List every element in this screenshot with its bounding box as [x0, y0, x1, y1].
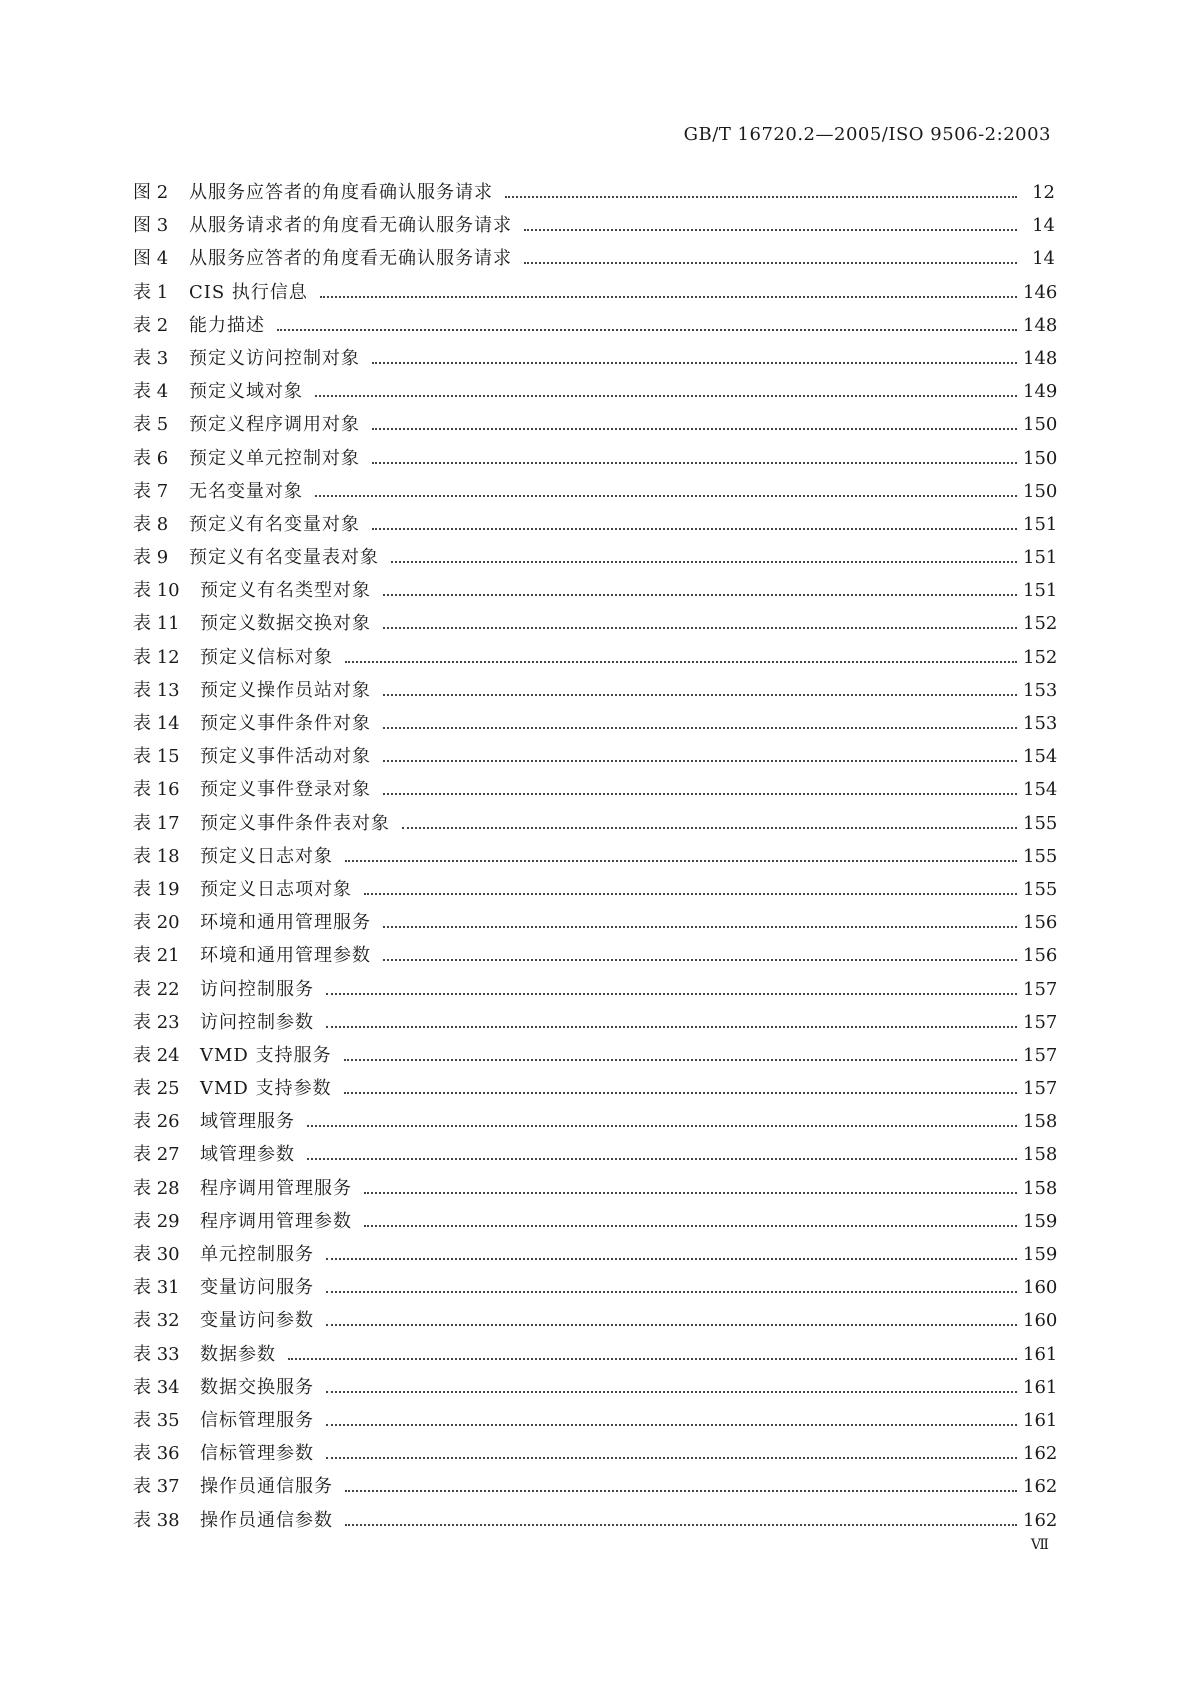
dot-leader — [364, 1225, 1017, 1227]
toc-entry-title: 环境和通用管理服务 — [200, 912, 371, 934]
toc-entry-page: 148 — [1023, 314, 1058, 336]
toc-entry[interactable] — [133, 1008, 1058, 1041]
toc-entry-title: 数据交换服务 — [200, 1376, 314, 1398]
dot-leader — [524, 262, 1017, 264]
toc-entry[interactable] — [133, 344, 1058, 377]
toc-entry-title: 预定义事件登录对象 — [200, 779, 371, 801]
toc-entry-page: 152 — [1023, 646, 1058, 668]
toc-entry-label: 表 18 — [133, 845, 180, 867]
toc-entry[interactable] — [133, 244, 1055, 277]
toc-entry[interactable] — [133, 1406, 1058, 1439]
toc-entry[interactable] — [133, 211, 1055, 244]
dot-leader — [383, 793, 1017, 795]
toc-entry[interactable] — [133, 1107, 1058, 1140]
toc-entry-page: 151 — [1023, 513, 1058, 535]
dot-leader — [320, 296, 1017, 298]
toc-entry[interactable] — [133, 1306, 1058, 1339]
dot-leader — [345, 860, 1017, 862]
toc-entry[interactable] — [133, 311, 1058, 344]
toc-entry-title: 预定义访问控制对象 — [189, 347, 360, 369]
toc-entry-page: 162 — [1023, 1443, 1058, 1465]
toc-entry-title: 预定义有名类型对象 — [200, 580, 371, 602]
toc-entry[interactable] — [133, 543, 1058, 576]
toc-entry-label: 表 12 — [133, 646, 180, 668]
toc-entry-page: 157 — [1023, 1044, 1058, 1066]
dot-leader — [391, 561, 1017, 563]
toc-entry-label: 表 32 — [133, 1310, 180, 1332]
dot-leader — [288, 1358, 1017, 1360]
toc-entry-title: 信标管理服务 — [200, 1409, 314, 1431]
toc-entry-page: 162 — [1023, 1476, 1058, 1498]
toc-entry-title: 预定义有名变量表对象 — [189, 547, 379, 569]
toc-entry-page: 153 — [1023, 713, 1058, 734]
dot-leader — [383, 760, 1017, 762]
toc-entry[interactable] — [133, 609, 1058, 642]
toc-entry-title: 预定义信标对象 — [200, 646, 333, 668]
toc-entry-title: 预定义事件条件对象 — [200, 713, 371, 734]
toc-entry-title: 预定义单元控制对象 — [189, 447, 360, 469]
toc-entry-label: 表 2 — [133, 314, 169, 336]
toc-entry-title: 预定义数据交换对象 — [200, 613, 371, 635]
toc-entry-title: VMD 支持服务 — [200, 1044, 332, 1066]
toc-entry[interactable] — [133, 1506, 1058, 1539]
toc-entry-title: 访问控制参数 — [200, 1011, 314, 1033]
dot-leader — [372, 362, 1017, 364]
toc-entry-label: 表 35 — [133, 1409, 180, 1431]
toc-entry-page: 151 — [1023, 547, 1058, 569]
dot-leader — [364, 893, 1017, 895]
toc-entry[interactable] — [133, 941, 1058, 974]
toc-entry-page: 155 — [1023, 845, 1058, 867]
toc-entry-label: 表 25 — [133, 1078, 180, 1100]
toc-entry-title: 预定义事件活动对象 — [200, 746, 371, 768]
dot-leader — [326, 1457, 1017, 1459]
dot-leader — [383, 627, 1017, 629]
dot-leader — [505, 196, 1017, 198]
toc-entry[interactable] — [133, 1240, 1058, 1273]
toc-entry-page: 152 — [1023, 613, 1058, 635]
toc-entry-label: 表 5 — [133, 414, 169, 436]
toc-entry-page: 149 — [1023, 381, 1058, 403]
toc-entry-page: 160 — [1023, 1277, 1058, 1299]
toc-entry[interactable] — [133, 742, 1058, 775]
toc-entry[interactable] — [133, 278, 1058, 311]
toc-entry-label: 表 11 — [133, 613, 180, 635]
toc-entry-label: 表 31 — [133, 1277, 180, 1299]
dot-leader — [326, 1324, 1017, 1326]
dot-leader — [326, 1391, 1017, 1393]
toc-entry-label: 表 10 — [133, 580, 180, 602]
toc-entry-page: 162 — [1023, 1509, 1058, 1531]
dot-leader — [364, 1192, 1017, 1194]
toc-entry-title: 从服务请求者的角度看无确认服务请求 — [189, 215, 512, 237]
toc-entry-title: 信标管理参数 — [200, 1443, 314, 1465]
toc-entry-title: 变量访问参数 — [200, 1310, 314, 1332]
toc-entry[interactable] — [133, 477, 1058, 510]
dot-leader — [326, 1258, 1017, 1260]
toc-entry-label: 表 17 — [133, 812, 180, 834]
toc-entry[interactable] — [133, 975, 1058, 1008]
toc-entry-label: 图 2 — [133, 182, 169, 203]
toc-entry-label: 表 13 — [133, 679, 180, 701]
toc-entry-page: 150 — [1023, 414, 1058, 436]
toc-entry-page: 154 — [1023, 746, 1058, 768]
page-header-standard-number: GB/T 16720.2—2005/ISO 9506-2:2003 — [683, 124, 1051, 145]
toc-entry-page: 151 — [1023, 580, 1058, 602]
toc-entry-page: 150 — [1023, 480, 1058, 502]
toc-entry-page: 150 — [1023, 447, 1058, 469]
dot-leader — [315, 395, 1017, 397]
dot-leader — [402, 827, 1017, 829]
toc-entry-label: 表 28 — [133, 1177, 180, 1199]
toc-entry-title: 域管理服务 — [200, 1111, 295, 1133]
toc-entry-label: 表 9 — [133, 547, 169, 569]
toc-entry[interactable] — [133, 377, 1058, 410]
toc-entry-label: 表 4 — [133, 381, 169, 403]
toc-entry[interactable] — [133, 576, 1058, 609]
toc-entry-page: 156 — [1023, 912, 1058, 934]
toc-entry[interactable] — [133, 410, 1058, 443]
toc-entry-label: 表 27 — [133, 1144, 180, 1166]
dot-leader — [372, 462, 1017, 464]
toc-entry-title: 数据参数 — [200, 1343, 276, 1365]
toc-entry-page: 160 — [1023, 1310, 1058, 1332]
dot-leader — [372, 428, 1017, 430]
dot-leader — [326, 993, 1017, 995]
toc-entry-label: 表 19 — [133, 878, 180, 900]
toc-entry-title: 变量访问服务 — [200, 1277, 314, 1299]
toc-entry-page: 158 — [1023, 1111, 1058, 1133]
dot-leader — [383, 694, 1017, 696]
toc-entry-title: 操作员通信参数 — [200, 1509, 333, 1531]
toc-entry[interactable] — [133, 1340, 1058, 1373]
toc-entry-label: 表 20 — [133, 912, 180, 934]
toc-entry-page: 12 — [1032, 182, 1055, 203]
toc-entry-label: 表 1 — [133, 281, 169, 303]
dot-leader — [383, 959, 1017, 961]
toc-entry-label: 表 21 — [133, 945, 180, 967]
toc-entry-label: 表 7 — [133, 480, 169, 502]
dot-leader — [372, 528, 1017, 530]
toc-entry-label: 表 15 — [133, 746, 180, 768]
toc-entry-label: 表 3 — [133, 347, 169, 369]
toc-entry[interactable] — [133, 809, 1058, 842]
toc-entry-label: 表 8 — [133, 513, 169, 535]
toc-entry[interactable] — [133, 1439, 1058, 1472]
toc-entry-page: 161 — [1023, 1409, 1058, 1431]
toc-entry-label: 表 16 — [133, 779, 180, 801]
dot-leader — [344, 1059, 1017, 1061]
toc-entry-title: 能力描述 — [189, 314, 265, 336]
toc-entry-page: 159 — [1023, 1244, 1058, 1265]
toc-entry-page: 153 — [1023, 679, 1058, 701]
toc-entry[interactable] — [133, 775, 1058, 808]
toc-entry[interactable] — [133, 1140, 1058, 1173]
toc-entry-page: 157 — [1023, 978, 1058, 1000]
toc-entry[interactable] — [133, 178, 1055, 211]
toc-entry-page: 155 — [1023, 878, 1058, 900]
toc-entry-label: 表 38 — [133, 1509, 180, 1531]
toc-entry-title: 程序调用管理参数 — [200, 1210, 352, 1232]
dot-leader — [383, 594, 1017, 596]
toc-entry-page: 161 — [1023, 1376, 1058, 1398]
toc-entry-title: 程序调用管理服务 — [200, 1177, 352, 1199]
dot-leader — [326, 1291, 1017, 1293]
toc-entry-title: 预定义域对象 — [189, 381, 303, 403]
toc-entry-label: 表 6 — [133, 447, 169, 469]
toc-entry-label: 表 36 — [133, 1443, 180, 1465]
toc-entry[interactable] — [133, 444, 1058, 477]
toc-entry[interactable] — [133, 510, 1058, 543]
toc-entry-page: 158 — [1023, 1177, 1058, 1199]
page-number: Ⅶ — [1030, 1537, 1049, 1553]
toc-entry-label: 表 23 — [133, 1011, 180, 1033]
toc-entry[interactable] — [133, 1074, 1058, 1107]
toc-entry-label: 图 4 — [133, 248, 169, 270]
dot-leader — [345, 1524, 1017, 1526]
dot-leader — [277, 329, 1017, 331]
toc-entry-title: 预定义有名变量对象 — [189, 513, 360, 535]
dot-leader — [344, 1092, 1017, 1094]
toc-entry[interactable] — [133, 1174, 1058, 1207]
toc-entry-page: 161 — [1023, 1343, 1058, 1365]
toc-entry-title: VMD 支持参数 — [200, 1078, 332, 1100]
toc-entry-label: 表 33 — [133, 1343, 180, 1365]
toc-entry[interactable] — [133, 643, 1058, 676]
toc-entry[interactable] — [133, 875, 1058, 908]
toc-entry-page: 14 — [1032, 248, 1055, 270]
toc-entry-page: 146 — [1023, 281, 1058, 303]
toc-entry-title: 访问控制服务 — [200, 978, 314, 1000]
toc-entry-page: 159 — [1023, 1210, 1058, 1232]
toc-entry-label: 表 22 — [133, 978, 180, 1000]
toc-entry-title: 预定义日志项对象 — [200, 878, 352, 900]
toc-entry[interactable] — [133, 842, 1058, 875]
toc-entry[interactable] — [133, 1273, 1058, 1306]
dot-leader — [307, 1158, 1017, 1160]
toc-entry-label: 表 29 — [133, 1210, 180, 1232]
toc-entry[interactable] — [133, 908, 1058, 941]
toc-entry-title: 从服务应答者的角度看无确认服务请求 — [189, 248, 512, 270]
toc-entry-title: 单元控制服务 — [200, 1244, 314, 1265]
toc-entry-label: 表 14 — [133, 713, 180, 734]
toc-entry-page: 158 — [1023, 1144, 1058, 1166]
dot-leader — [345, 661, 1017, 663]
toc-entry-title: 预定义程序调用对象 — [189, 414, 360, 436]
toc-entry-title: 预定义日志对象 — [200, 845, 333, 867]
dot-leader — [524, 229, 1017, 231]
dot-leader — [326, 1424, 1017, 1426]
toc-entry-title: 预定义操作员站对象 — [200, 679, 371, 701]
toc-entry-label: 表 30 — [133, 1244, 180, 1265]
toc-entry[interactable] — [133, 1373, 1058, 1406]
toc-entry-title: CIS 执行信息 — [189, 281, 308, 303]
toc-entry-page: 156 — [1023, 945, 1058, 967]
toc-entry-title: 预定义事件条件表对象 — [200, 812, 390, 834]
toc-entry-title: 无名变量对象 — [189, 480, 303, 502]
toc-entry-page: 148 — [1023, 347, 1058, 369]
dot-leader — [315, 495, 1017, 497]
toc-entry-page: 157 — [1023, 1011, 1058, 1033]
dot-leader — [383, 926, 1017, 928]
toc-entry-page: 155 — [1023, 812, 1058, 834]
dot-leader — [307, 1125, 1017, 1127]
toc-entry-page: 14 — [1032, 215, 1055, 237]
toc-entry-label: 表 24 — [133, 1044, 180, 1066]
toc-entry-page: 154 — [1023, 779, 1058, 801]
dot-leader — [383, 727, 1017, 729]
toc-entry[interactable] — [133, 676, 1058, 709]
dot-leader — [345, 1490, 1017, 1492]
dot-leader — [326, 1026, 1017, 1028]
toc-entry[interactable] — [133, 1207, 1058, 1240]
toc-entry-label: 表 37 — [133, 1476, 180, 1498]
toc-entry-label: 表 26 — [133, 1111, 180, 1133]
toc-entry-title: 域管理参数 — [200, 1144, 295, 1166]
toc-entry[interactable] — [133, 1041, 1058, 1074]
toc-entry-title: 环境和通用管理参数 — [200, 945, 371, 967]
toc-entry-title: 从服务应答者的角度看确认服务请求 — [189, 182, 493, 203]
table-of-contents — [133, 178, 1058, 1539]
toc-entry-label: 表 34 — [133, 1376, 180, 1398]
toc-entry-label: 图 3 — [133, 215, 169, 237]
toc-entry[interactable] — [133, 709, 1058, 742]
toc-entry-page: 157 — [1023, 1078, 1058, 1100]
toc-entry-title: 操作员通信服务 — [200, 1476, 333, 1498]
toc-entry[interactable] — [133, 1472, 1058, 1505]
